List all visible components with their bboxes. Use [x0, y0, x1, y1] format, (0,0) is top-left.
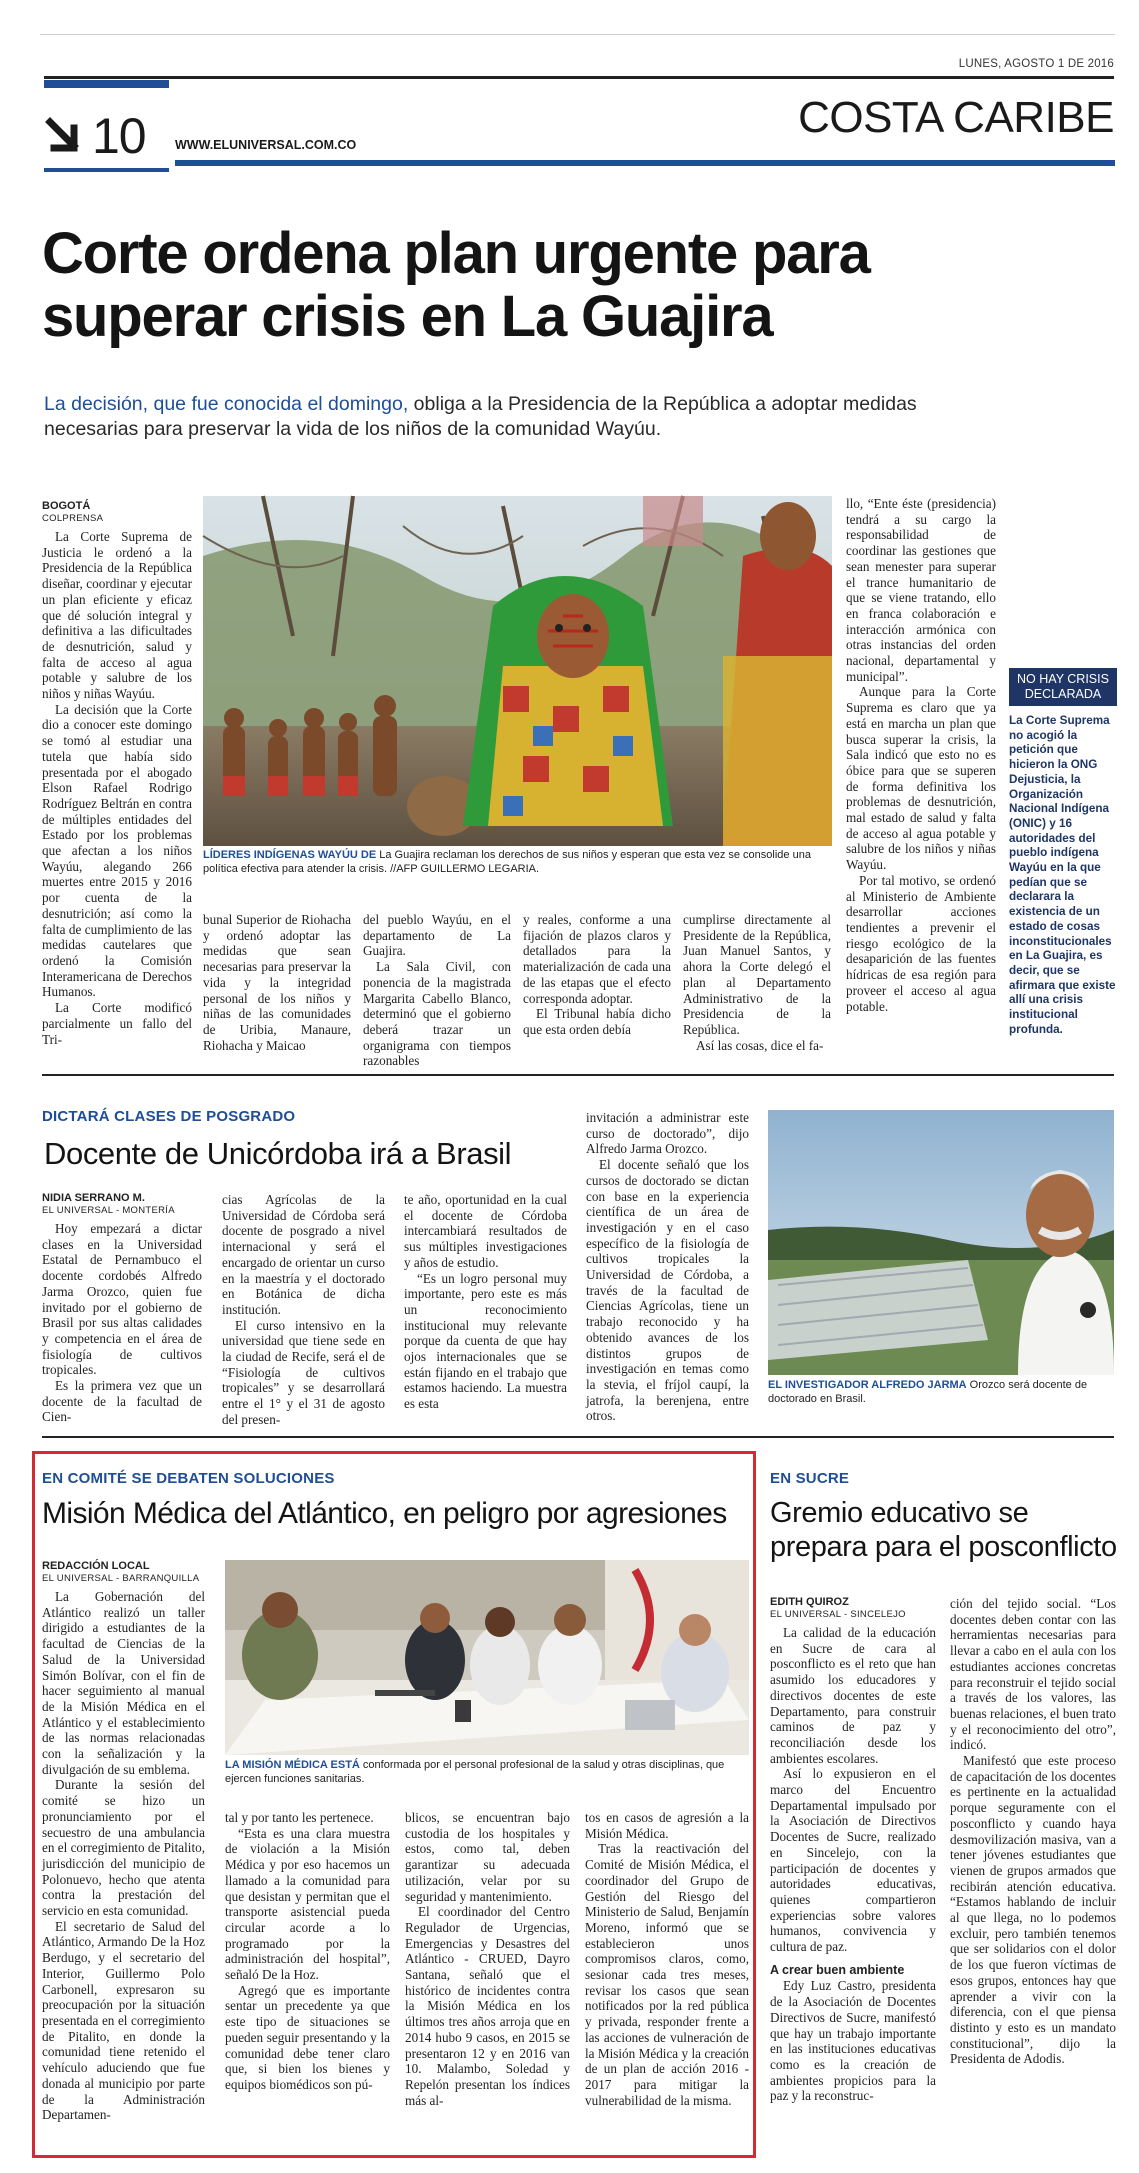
- paragraph: cias Agrícolas de la Universidad de Córdoba será docente de posgrado a nivel internacional y será el encargado de orientar un curso en la maestría y el doctorado en Botánica de dicha institución.: [222, 1192, 385, 1317]
- caption-lead: LA MISIÓN MÉDICA ESTÁ: [225, 1759, 360, 1771]
- story3-source: EL UNIVERSAL - BARRANQUILLA: [42, 1573, 200, 1584]
- paragraph: Así lo expusieron en el marco del Encuentro Departamental impulsado por la Asociación de Directivos Docentes de Sucre, realizado en Sincelejo, con la participación de docentes y autoridades educativas, quienes compartieron experiencias sobre valores humanos, convivencia y cultura de paz.: [770, 1766, 936, 1955]
- caption-text: conformada por el personal profesional de la salud y otras disciplinas, que ejercen funciones sanitarias.: [225, 1759, 725, 1785]
- paragraph: El coordinador del Centro Regulador de Urgencias, Emergencias y Desastres del Atlántico - CRUED, Dayro Santana, señaló que el histórico de incidentes contra la Misión Médica en los últimos tres años arroja que en 2014 hubo 9 casos, en 2015 se presentaron 12 y en 2016 van 10. Malambo, Soledad y Repelón presentan los índices más al-: [405, 1904, 570, 2108]
- lead-agency: COLPRENSA: [42, 513, 104, 524]
- story3-author: REDACCIÓN LOCAL: [42, 1560, 150, 1572]
- lead-dateline: BOGOTÁ: [42, 500, 91, 512]
- paragraph: llo, “Ente éste (presidencia) tendrá a su cargo la responsabilidad de coordinar las gestiones que sean menester para superar el trance humanitario de que se viene tratando, ello en franca colaboración e interacción armónica con otras instancias del orden nacional, departamental y municipal”.: [846, 496, 996, 684]
- caption-text: La Guajira reclaman los derechos de sus niños y esperan que esta vez se consolide una política efectiva para atender la crisis. //AFP GUILLERMO LEGARIA.: [203, 849, 811, 875]
- paragraph: “Esta es una clara muestra de violación a la Misión Médica y por eso hacemos un llamado a la comunidad para que desistan y permitan que el transporte asistencial pueda circular acorde a lo programado por la administración del hospital”, señaló De la Hoz.: [225, 1825, 390, 1983]
- paragraph: y reales, conforme a una fijación de plazos claros y detallados para la materialización de cada una de las etapas que el efecto corresponda adoptar.: [523, 912, 671, 1006]
- lead-column-5: [683, 912, 831, 1062]
- section-divider: [42, 1074, 1114, 1076]
- lead-photo: [203, 496, 832, 846]
- story2-column-2: [222, 1192, 385, 1427]
- paragraph: Agregó que es importante sentar un precedente ya que este tipo de situaciones se pueden seguir presentando y la comunidad debe tener claro que, si bien los bienes y equipos biomédicos son pú-: [225, 1982, 390, 2092]
- paragraph: La decisión que la Corte dio a conocer este domingo se tomó al estudiar una tutela que había sido presentada por el abogado Elson Rafael Rodrigo Rodríguez Beltrán en contra de múltiples entidades del Estado por los problemas que afectan a los niños Wayúu, alegando 266 muertes entre 2015 y 2016 por cuenta de la desnutrición; así como la falta de cumplimiento de las medidas cautelares que ordenó la Comisión Interamericana de Derechos Humanos.: [42, 701, 192, 1000]
- page-arrow-icon: [46, 118, 86, 158]
- paragraph: ción del tejido social. “Los docentes deben contar con las herramientas necesarias para llevar a cabo en el aula con los estudiantes acciones concretas para reconstruir el tejido social a través de los valores, las buenas relaciones, el buen trato y el reconocimiento del otro”, indicó.: [950, 1596, 1116, 1753]
- medical-committee-photo: [225, 1560, 749, 1755]
- paragraph: Es la primera vez que un docente de la facultad de Cien-: [42, 1378, 202, 1425]
- lead-deck: [44, 392, 924, 442]
- paragraph: Aunque para la Corte Suprema es claro que ya está en marcha un plan que busca superar la crisis, la Sala indicó que esto no es óbice para que se superen de forma definitiva los problemas de desnutrición, mal estado de salud y falta de acceso al agua potable y salubre de los niños y niñas Wayúu.: [846, 684, 996, 873]
- paragraph: El Tribunal había dicho que esta orden debía: [523, 1006, 671, 1037]
- paragraph: bunal Superior de Riohacha y ordenó adoptar las medidas que sean necesarias para preservar la vida y la integridad personal de los niños y niñas de las comunidades de Uribia, Manaure, Riohacha y Maicao: [203, 912, 351, 1053]
- masthead-rule: [44, 76, 1114, 79]
- story4-column-2: [950, 1596, 1116, 2156]
- lead-column-1: [42, 500, 192, 1060]
- section-title: COSTA CARIBE: [798, 93, 1114, 142]
- paragraph: La calidad de la educación en Sucre de cara al posconflicto es el reto que han asumido los educadores y directivos docentes de este Departamento, para construir caminos de paz y reconciliación desde los ambientes escolares.: [770, 1625, 936, 1766]
- story4-author: EDITH QUIROZ: [770, 1596, 849, 1608]
- story3-column-4: [585, 1810, 749, 2150]
- paragraph: El curso intensivo en la universidad que tiene sede en la ciudad de Recife, será el de “Fisiología de cultivos tropicales” y se desarrollará entre el 1° y el 31 de agosto del presen-: [222, 1317, 385, 1427]
- story2-kicker: DICTARÁ CLASES DE POSGRADO: [42, 1108, 296, 1125]
- story2-photo-caption: [768, 1378, 1114, 1406]
- story4-headline: Gremio educativo se prepara para el posconflicto: [770, 1497, 1117, 1563]
- paragraph: Edy Luz Castro, presidenta de la Asociación de Docentes Directivos de Sucre, manifestó que hay un trabajo importante en las instituciones educativas como es la creación de ambientes propicios para la paz y la reconstruc-: [770, 1978, 936, 2104]
- story4-source: EL UNIVERSAL - SINCELEJO: [770, 1609, 906, 1620]
- lead-column-3: [363, 912, 511, 1069]
- story2-column-4: [586, 1110, 749, 1424]
- lead-column-4: [523, 912, 671, 1062]
- story3-photo-caption: [225, 1758, 749, 1786]
- lead-column-2: [203, 912, 351, 1062]
- page-number-rule: [44, 168, 169, 172]
- paragraph: Manifestó que este proceso de capacitación de los docentes es pertinente en la actualidad porque seguramente con el posconflicto y cuando haya desmovilización masiva, van a tener jóvenes estudiantes que vienen de grupos armados que recibirán atención educativa. “Estamos hablando de incluir al que llega, no lo podemos excluir, pero también tenemos que ser solidarios con el dolor de los que fueron víctimas de esos grupos, entonces hay que aprender a vivir con la diferencia, con el que piensa distinto y esto es un mandato constitucional”, dijo la Presidenta de Adodis.: [950, 1753, 1116, 2067]
- story2-headline: Docente de Unicórdoba irá a Brasil: [44, 1136, 512, 1171]
- story3-headline: Misión Médica del Atlántico, en peligro por agresiones: [42, 1497, 727, 1530]
- story4-subhead: A crear buen ambiente: [770, 1962, 905, 1977]
- story2-photo: [768, 1110, 1114, 1375]
- caption-lead: EL INVESTIGADOR ALFREDO JARMA: [768, 1379, 967, 1391]
- caption-text: Orozco será docente de doctorado en Brasil.: [768, 1379, 1088, 1405]
- professor-greenhouse-photo: [768, 1110, 1114, 1375]
- sidebar-title: NO HAY CRISIS DECLARADA: [1009, 668, 1117, 706]
- paragraph: invitación a administrar este curso de doctorado”, dijo Alfredo Jarma Orozco.: [586, 1110, 749, 1157]
- story3-photo: [225, 1560, 749, 1755]
- page-tab: [44, 80, 169, 88]
- paragraph: Así las cosas, dice el fa-: [696, 1037, 824, 1053]
- lead-deck-text: obliga a la Presidencia de la República a adoptar medidas necesarias para preservar la vida de los niños de la comunidad Wayúu.: [44, 393, 917, 440]
- section-rule: [175, 160, 1115, 166]
- paragraph: tos en casos de agresión a la Misión Médica.: [585, 1810, 749, 1841]
- paragraph: “Es un logro personal muy importante, pero este es más un reconocimiento institucional muy relevante porque da cuenta de que hay ojos internacionales que se están fijando en el trabajo que estamos haciendo. La muestra es esta: [404, 1270, 567, 1412]
- website-url[interactable]: WWW.ELUNIVERSAL.COM.CO: [175, 138, 357, 152]
- section-divider: [42, 1436, 1114, 1438]
- paragraph: El secretario de Salud del Atlántico, Armando De la Hoz Berdugo, y el secretario del Interior, Guillermo Polo Carbonell, expresaron su preocupación por la situación presentada en el corregimiento de Pitalito, en donde la comunidad tiene retenido el vehículo aduciendo que fue donada al municipio por parte de la Administración Departamen-: [42, 1918, 205, 2123]
- story2-column-3: [404, 1192, 567, 1412]
- paragraph: cumplirse directamente al Presidente de la República, Juan Manuel Santos, y ahora la Corte delegó el plan al Departamento Administrativo de la Presidencia de la República.: [683, 912, 831, 1037]
- paragraph: La Sala Civil, con ponencia de la magistrada Margarita Cabello Blanco, determinó que el gobierno deberá trazar un organigrama con tiempos razonables: [363, 959, 511, 1069]
- lead-headline: Corte ordena plan urgente para superar crisis en La Guajira: [42, 221, 870, 349]
- lead-photo-caption: [203, 848, 832, 876]
- story2-author: NIDIA SERRANO M.: [42, 1192, 145, 1204]
- top-hairline: [40, 34, 1115, 35]
- paragraph: Tras la reactivación del Comité de Misión Médica, el coordinador del Grupo de Gestión del Riesgo del Ministerio de Salud, Benjamín Moreno, informó que se establecieron unos compromisos claros, como, sesionar cada tres meses, revisar los casos que sean notificados por la red pública y privada, responder frente a las acciones de vulneración de la Misión Médica y la creación de un plan de acción 2016 - 2017 para mitigar la vulnerabilidad de la misma.: [585, 1841, 749, 2108]
- paragraph: Hoy empezará a dictar clases en la Universidad Estatal de Pernambuco el docente cordobés Alfredo Jarma Orozco, quien fue invitado por el gobierno de Brasil por sus altas calidades y competencia en el área de fisiología de cultivos tropicales.: [42, 1221, 202, 1378]
- paragraph: del pueblo Wayúu, en el departamento de La Guajira.: [363, 912, 511, 959]
- lead-column-6: [846, 496, 996, 1062]
- paragraph: Por tal motivo, se ordenó al Ministerio de Ambiente desarrollar acciones tendientes a prevenir el riesgo ecológico de la desaparición de las fuentes hídricas de esa región para proveer el acceso al agua potable.: [846, 872, 996, 1014]
- story3-column-1: [42, 1560, 205, 2150]
- story4-column-1: [770, 1596, 936, 2156]
- wayuu-children-photo: [203, 496, 832, 846]
- caption-lead: LÍDERES INDÍGENAS WAYÚU DE: [203, 849, 377, 861]
- paragraph: La Gobernación del Atlántico realizó un taller dirigido a estudiantes de la facultad de Ciencias de la Salud de la Universidad Simón Bolívar, con el fin de hacer seguimiento al manual de la Misión Médica en el Atlántico y el establecimiento de las normas relacionadas con la señalización y la divulgación de su emblema.: [42, 1589, 205, 1777]
- story4-kicker: EN SUCRE: [770, 1470, 850, 1487]
- paragraph: La Corte Suprema de Justicia le ordenó a la Presidencia de la República diseñar, coordinar y ejecutar un plan eficiente y eficaz que dé solución integral y definitiva a las dificultades de desnutrición, salud y falta de acceso al agua potable y salubre de los niños y niñas Wayúu.: [42, 529, 192, 702]
- paragraph: Durante la sesión del comité se hizo un pronunciamiento por el secuestro de una ambulancia en el corregimiento de Pitalito, jurisdicción del municipio de Polonuevo, hecho que atenta contra la prestación del servicio en esta comunidad.: [42, 1777, 205, 1919]
- paragraph: El docente señaló que los cursos de doctorado se dictan con base en la experiencia científica de un área de investigación y en el caso específico de la fisiología de cultivos tropicales la Universidad de Córdoba, a través de la facultad de Ciencias Agrícolas, tiene un trabajo reconocido y ha obtenido avances de los distintos grupos de investigación en temas como la stevia, el fríjol caupí, la jatrofa, la berenjena, entre otros.: [586, 1157, 749, 1424]
- story3-column-3: [405, 1810, 570, 2150]
- issue-date: LUNES, AGOSTO 1 DE 2016: [958, 58, 1114, 70]
- page-number: 10: [92, 108, 146, 164]
- story2-source: EL UNIVERSAL - MONTERÍA: [42, 1205, 175, 1216]
- story2-column-1: [42, 1192, 202, 1425]
- paragraph: tal y por tanto les pertenece.: [225, 1810, 374, 1825]
- story3-kicker: EN COMITÉ SE DEBATEN SOLUCIONES: [42, 1470, 335, 1487]
- sidebar-text: La Corte Suprema no acogió la petición que hicieron la ONG Dejusticia, la Organización Nacional Indígena (ONIC) y 16 autoridades del pueblo indígena Wayúu en la que pedían que se declarara la existencia de un estado de cosas inconstitucionales en La Guajira, es decir, que se afirmara que existe allí una crisis institucional profunda.: [1009, 714, 1116, 1036]
- paragraph: La Corte modificó parcialmente un fallo del Tri-: [42, 1000, 192, 1047]
- lead-deck-highlight: La decisión, que fue conocida el domingo,: [44, 393, 409, 415]
- paragraph: blicos, se encuentran bajo custodia de los hospitales y estos, como tal, deben garantizar su adecuada utilización, velar por su seguridad y mantenimiento.: [405, 1810, 570, 1904]
- paragraph: te año, oportunidad en la cual el docente de Córdoba intercambiará resultados de sus múltiples investigaciones y años de estudio.: [404, 1192, 567, 1270]
- story3-column-2: [225, 1810, 390, 2150]
